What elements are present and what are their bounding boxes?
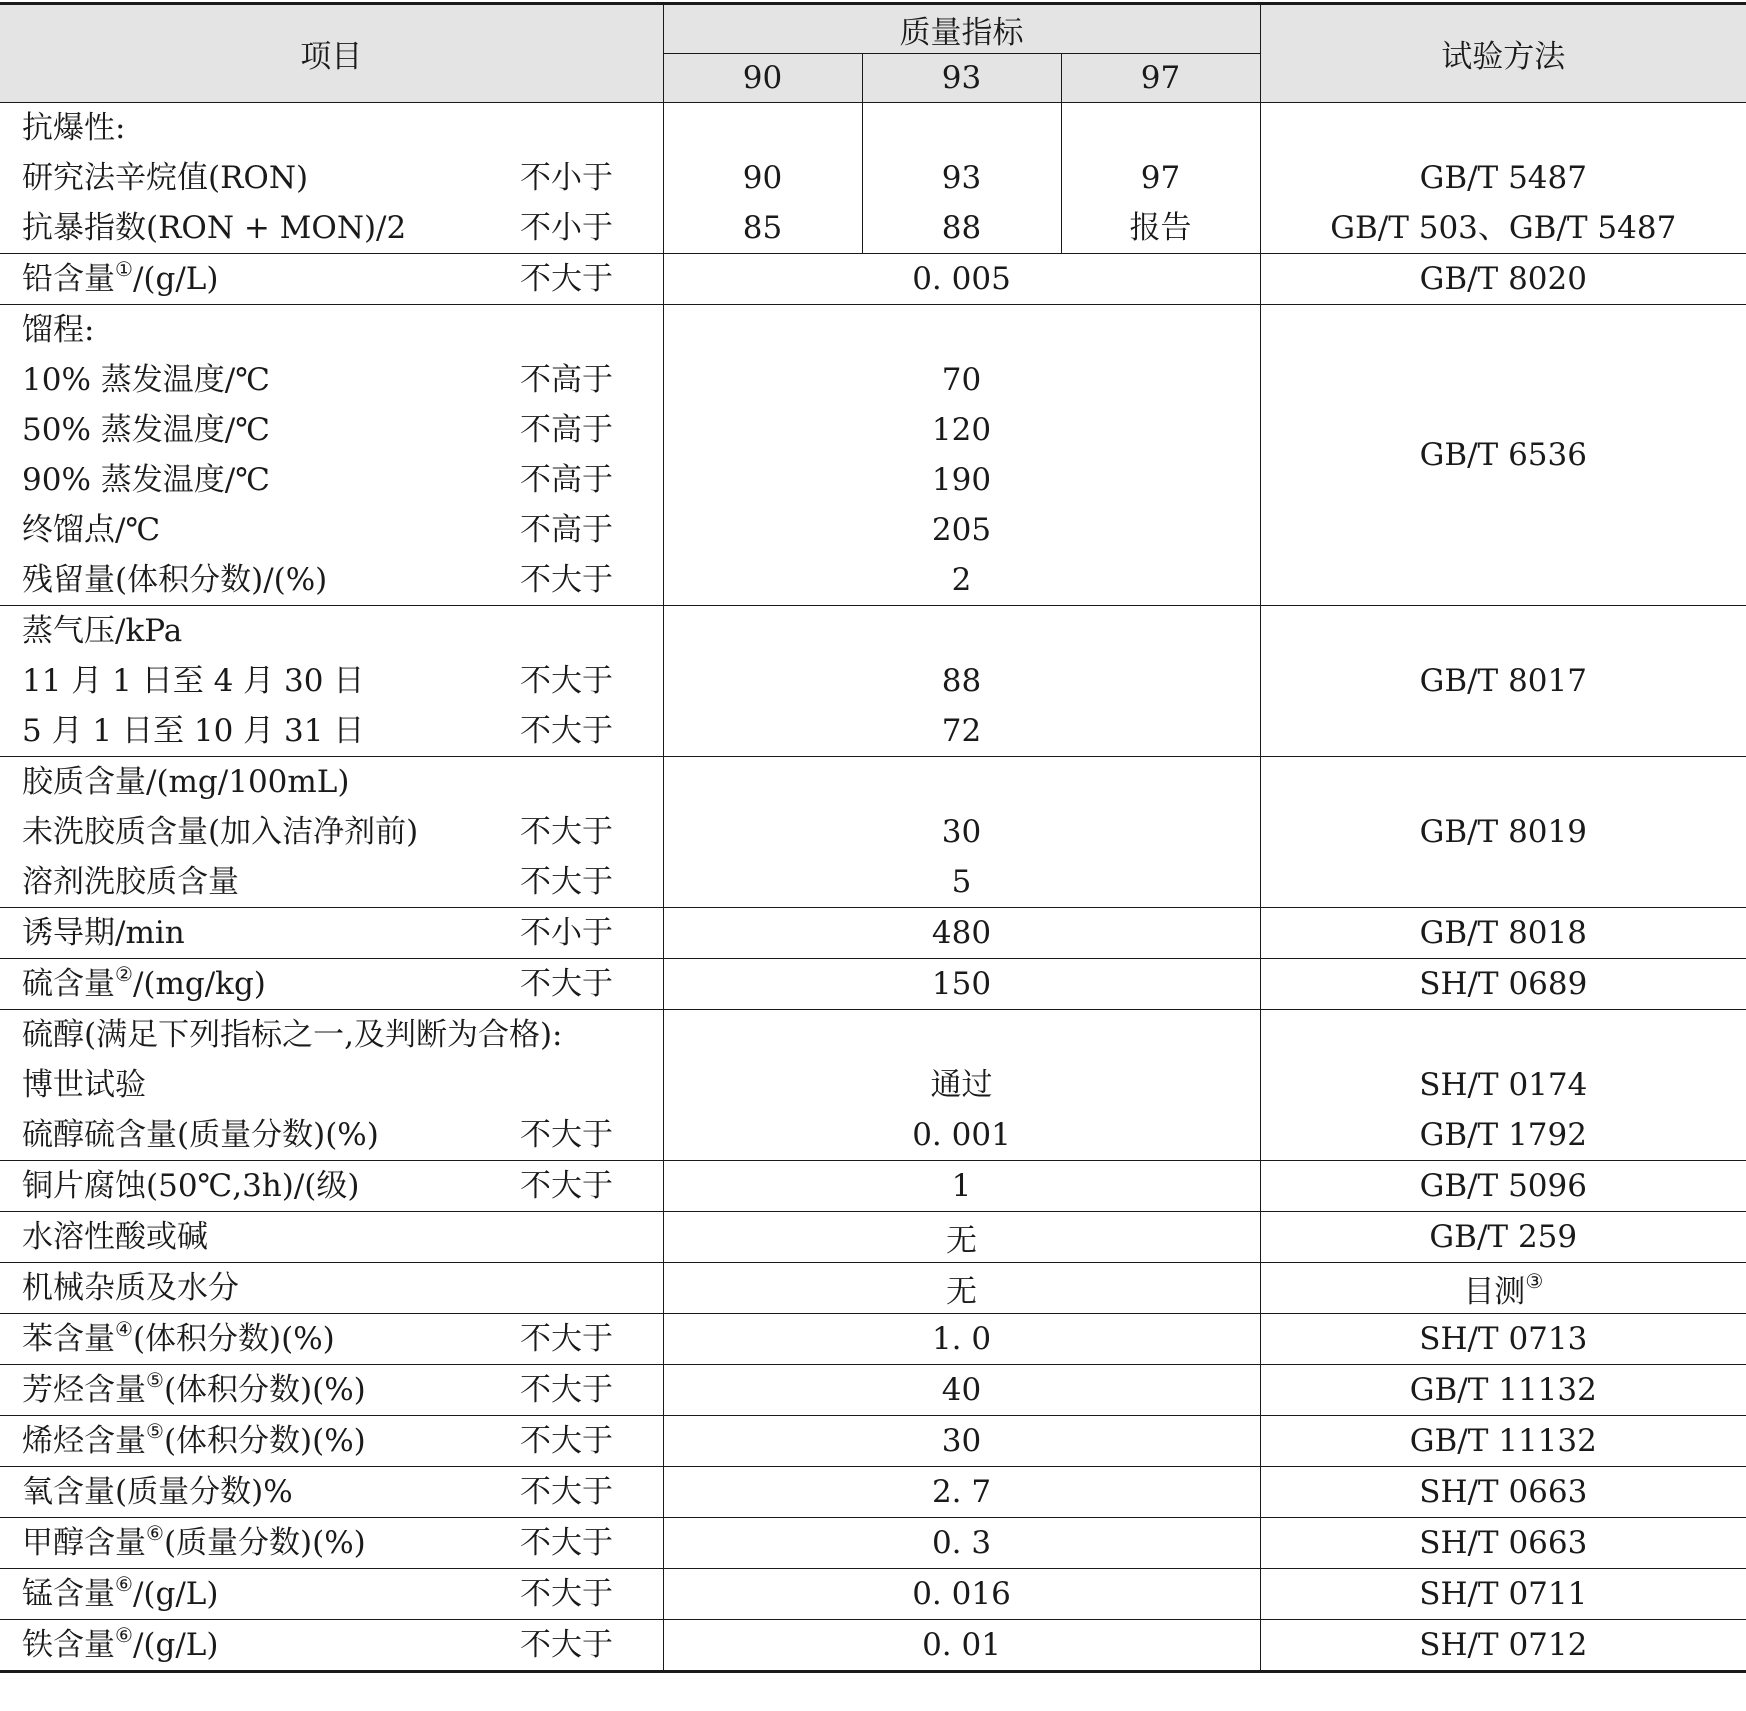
ron-value-97: 97 (1140, 160, 1181, 196)
aromatics-label: 芳烃含量⑤(体积分数)(%) (22, 1367, 366, 1408)
copper-value: 1 (663, 1161, 1260, 1212)
gum-label-washed: 溶剂洗胶质含量 (22, 864, 239, 900)
iron-label: 铁含量⑥/(g/L) (22, 1622, 219, 1663)
methanol-method: SH/T 0663 (1260, 1518, 1746, 1569)
methanol-value: 0. 3 (663, 1518, 1260, 1569)
row-benzene (0, 1314, 1746, 1365)
induction-method: GB/T 8018 (1260, 908, 1746, 959)
iron-method: SH/T 0712 (1260, 1620, 1746, 1672)
impurity-label: 机械杂质及水分 (22, 1270, 239, 1306)
doctor-test-value: 通过 (930, 1067, 993, 1103)
induction-label: 诱导期/min (22, 915, 185, 951)
row-methanol (0, 1518, 1746, 1569)
distillation-method: GB/T 6536 (1260, 305, 1746, 606)
sulfur-value: 150 (663, 959, 1260, 1010)
dist-label-final: 终馏点/℃ (22, 512, 161, 548)
acid-method: GB/T 259 (1260, 1212, 1746, 1263)
distillation-title: 馏程: (22, 312, 95, 348)
induction-limit: 不小于 (520, 915, 613, 951)
gum-limit: 不大于 (520, 864, 613, 900)
sulfur-label: 硫含量②/(mg/kg) (22, 961, 266, 1002)
vapor-limit: 不大于 (520, 663, 613, 699)
oxygen-value: 2. 7 (663, 1467, 1260, 1518)
impurity-value: 无 (663, 1263, 1260, 1314)
header-method: 试验方法 (1260, 4, 1746, 103)
antiknock-93 (862, 103, 1061, 254)
benzene-method: SH/T 0713 (1260, 1314, 1746, 1365)
gum-method: GB/T 8019 (1260, 757, 1746, 908)
methanol-limit: 不大于 (520, 1525, 613, 1561)
vapor-title: 蒸气压/kPa (22, 613, 183, 649)
row-acid (0, 1212, 1746, 1263)
row-iron (0, 1620, 1746, 1672)
lead-value: 0. 005 (663, 254, 1260, 305)
aki-value-93: 88 (941, 210, 982, 246)
aki-value-90: 85 (742, 210, 783, 246)
row-distillation (0, 305, 1746, 606)
ron-label: 研究法辛烷值(RON) (22, 160, 309, 196)
gasoline-spec-table (0, 2, 1746, 1673)
lead-label: 铅含量①/(g/L) (22, 256, 219, 297)
doctor-test-label: 博世试验 (22, 1067, 146, 1103)
note-6: ⑥ (146, 1520, 164, 1545)
row-copper (0, 1161, 1746, 1212)
dist-limit: 不高于 (520, 362, 613, 398)
olefins-value: 30 (663, 1416, 1260, 1467)
vapor-limit: 不大于 (520, 713, 613, 749)
aki-label: 抗暴指数(RON + MON)/2 (22, 210, 407, 246)
benzene-limit: 不大于 (520, 1321, 613, 1357)
header-grade-97: 97 (1061, 54, 1260, 103)
note-5: ⑤ (146, 1367, 164, 1392)
antiknock-method (1260, 103, 1746, 254)
gum-value-unwashed: 30 (941, 814, 982, 850)
olefins-limit: 不大于 (520, 1423, 613, 1459)
note-4: ④ (115, 1316, 133, 1341)
row-impurity (0, 1263, 1746, 1314)
header-item: 项目 (0, 4, 663, 103)
ron-limit: 不小于 (520, 160, 613, 196)
note-1: ① (115, 256, 133, 281)
dist-value-final: 205 (931, 512, 992, 548)
dist-value-90: 190 (931, 462, 992, 498)
dist-limit: 不大于 (520, 562, 613, 598)
antiknock-item (0, 103, 663, 254)
iron-limit: 不大于 (520, 1627, 613, 1663)
dist-label-10: 10% 蒸发温度/℃ (22, 362, 270, 398)
dist-limit: 不高于 (520, 512, 613, 548)
sulfur-method: SH/T 0689 (1260, 959, 1746, 1010)
benzene-value: 1. 0 (663, 1314, 1260, 1365)
olefins-method: GB/T 11132 (1260, 1416, 1746, 1467)
row-olefins (0, 1416, 1746, 1467)
dist-limit: 不高于 (520, 462, 613, 498)
copper-label: 铜片腐蚀(50℃,3h)/(级) (22, 1168, 360, 1204)
oxygen-label: 氧含量(质量分数)% (22, 1474, 293, 1510)
iron-value: 0. 01 (663, 1620, 1260, 1672)
oxygen-limit: 不大于 (520, 1474, 613, 1510)
methanol-label: 甲醇含量⑥(质量分数)(%) (22, 1520, 366, 1561)
row-oxygen (0, 1467, 1746, 1518)
row-manganese (0, 1569, 1746, 1620)
aromatics-value: 40 (663, 1365, 1260, 1416)
note-6: ⑥ (115, 1571, 133, 1596)
dist-value-residue: 2 (951, 562, 972, 598)
manganese-limit: 不大于 (520, 1576, 613, 1612)
aromatics-method: GB/T 11132 (1260, 1365, 1746, 1416)
copper-limit: 不大于 (520, 1168, 613, 1204)
manganese-label: 锰含量⑥/(g/L) (22, 1571, 219, 1612)
manganese-value: 0. 016 (663, 1569, 1260, 1620)
antiknock-90 (663, 103, 862, 254)
vapor-value-summer: 72 (941, 713, 982, 749)
vapor-method: GB/T 8017 (1260, 606, 1746, 757)
header-grade-90: 90 (663, 54, 862, 103)
header-quality: 质量指标 (663, 4, 1260, 54)
gum-value-washed: 5 (951, 864, 972, 900)
impurity-method: 目测③ (1260, 1263, 1746, 1314)
note-2: ② (115, 961, 133, 986)
mercaptan-sulfur-method: GB/T 1792 (1419, 1117, 1587, 1153)
header-grade-93: 93 (862, 54, 1061, 103)
note-6: ⑥ (115, 1622, 133, 1647)
header-row-1 (0, 4, 1746, 54)
olefins-label: 烯烃含量⑤(体积分数)(%) (22, 1418, 366, 1459)
antiknock-97 (1061, 103, 1260, 254)
sulfur-limit: 不大于 (520, 966, 613, 1002)
gum-limit: 不大于 (520, 814, 613, 850)
dist-label-residue: 残留量(体积分数)/(%) (22, 562, 328, 598)
lead-method: GB/T 8020 (1260, 254, 1746, 305)
gum-title: 胶质含量/(mg/100mL) (22, 764, 350, 800)
row-gum (0, 757, 1746, 908)
benzene-label: 苯含量④(体积分数)(%) (22, 1316, 335, 1357)
manganese-method: SH/T 0711 (1260, 1569, 1746, 1620)
row-lead (0, 254, 1746, 305)
dist-value-50: 120 (931, 412, 992, 448)
row-antiknock (0, 103, 1746, 254)
dist-label-90: 90% 蒸发温度/℃ (22, 462, 270, 498)
ron-method: GB/T 5487 (1419, 160, 1587, 196)
lead-limit: 不大于 (520, 261, 613, 297)
ron-value-93: 93 (941, 160, 982, 196)
induction-value: 480 (663, 908, 1260, 959)
aki-limit: 不小于 (520, 210, 613, 246)
note-3: ③ (1525, 1269, 1544, 1294)
row-induction (0, 908, 1746, 959)
mercaptan-sulfur-limit: 不大于 (520, 1117, 613, 1153)
antiknock-title: 抗爆性: (22, 110, 126, 146)
row-vapor-pressure (0, 606, 1746, 757)
aki-value-97: 报告 (1129, 210, 1192, 246)
aki-method: GB/T 503、GB/T 5487 (1330, 210, 1677, 246)
note-5: ⑤ (146, 1418, 164, 1443)
mercaptan-title: 硫醇(满足下列指标之一,及判断为合格): (22, 1017, 563, 1053)
dist-value-10: 70 (941, 362, 982, 398)
vapor-label-winter: 11 月 1 日至 4 月 30 日 (22, 663, 365, 699)
oxygen-method: SH/T 0663 (1260, 1467, 1746, 1518)
vapor-label-summer: 5 月 1 日至 10 月 31 日 (22, 713, 365, 749)
acid-value: 无 (663, 1212, 1260, 1263)
dist-limit: 不高于 (520, 412, 613, 448)
row-aromatics (0, 1365, 1746, 1416)
aromatics-limit: 不大于 (520, 1372, 613, 1408)
row-sulfur (0, 959, 1746, 1010)
gum-label-unwashed: 未洗胶质含量(加入洁净剂前) (22, 814, 419, 850)
copper-method: GB/T 5096 (1260, 1161, 1746, 1212)
mercaptan-sulfur-label: 硫醇硫含量(质量分数)(%) (22, 1117, 379, 1153)
row-mercaptan (0, 1010, 1746, 1161)
acid-label: 水溶性酸或碱 (22, 1219, 208, 1255)
ron-value-90: 90 (742, 160, 783, 196)
doctor-test-method: SH/T 0174 (1419, 1067, 1588, 1103)
dist-label-50: 50% 蒸发温度/℃ (22, 412, 270, 448)
mercaptan-sulfur-value: 0. 001 (912, 1117, 1011, 1153)
vapor-value-winter: 88 (941, 663, 982, 699)
